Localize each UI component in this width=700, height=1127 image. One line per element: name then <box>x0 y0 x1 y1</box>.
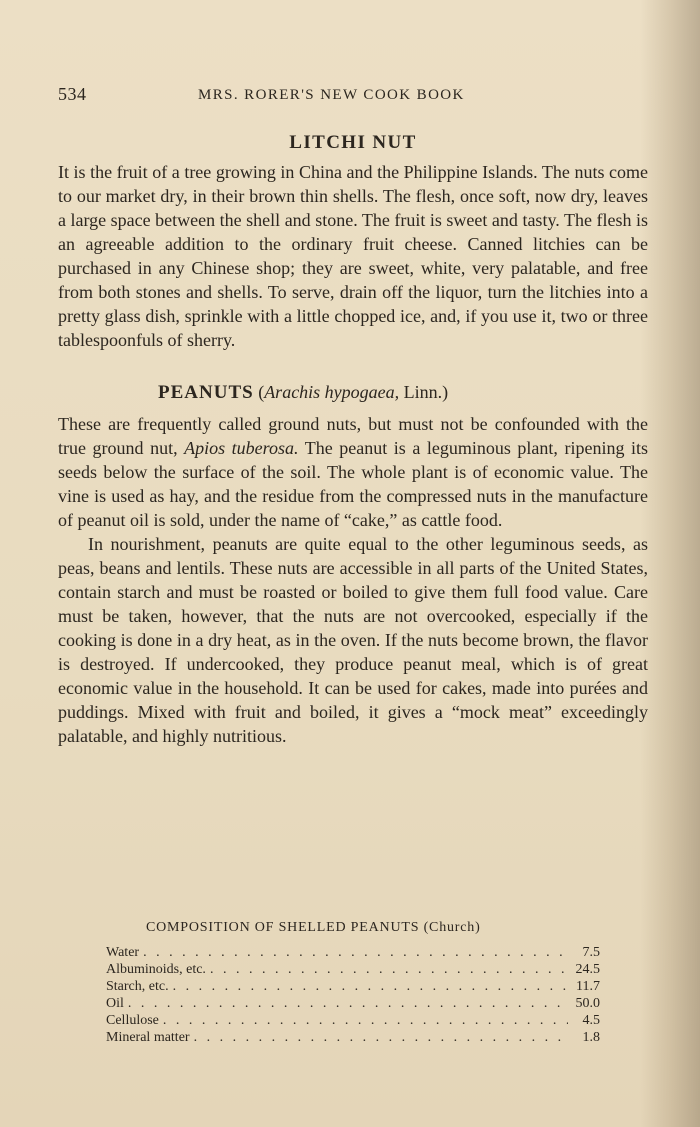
paragraph-peanuts-1 <box>58 412 648 532</box>
running-head: MRS. RORER'S NEW COOK BOOK <box>198 87 465 103</box>
table-row-label: Mineral matter <box>106 1030 190 1045</box>
section-title-peanuts-main: PEANUTS <box>158 382 254 403</box>
composition-table-rows <box>106 944 600 1046</box>
dot-leader <box>163 1012 568 1029</box>
table-row-value: 50.0 <box>575 996 600 1011</box>
table-row-label: Albuminoids, etc. <box>106 962 206 977</box>
table-row-label: Cellulose <box>106 1013 159 1028</box>
page-content <box>58 132 648 748</box>
paragraph-peanuts-2: In nourishment, peanuts are quite equal to the other leguminous seeds, as peas, beans and lentils. These nuts are accessible in all parts of the United States, contain starch and must be roasted or boiled to give them full food value. Care must be taken, however, that the nuts are not overcooked, especially if the cooking is done in a dry heat, as in the oven. If the nuts become brown, the flavor is destroyed. If undercooked, they produce peanut meal, which is of great economic value in the household. It can be used for cakes, made into purées and puddings. Mixed with fruit and boiled, it gives a “mock meat” exceedingly palatable, and highly nutritious. <box>58 534 648 746</box>
paragraph-litchi: It is the fruit of a tree growing in China and the Philippine Islands. The nuts come to our market dry, in their brown thin shells. The flesh, once soft, now dry, leaves a large space between the shell and stone. The fruit is sweet and tasty. The flesh is an agreeable addition to the ordinary fruit cheese. Canned litchies can be purchased in any Chinese shop; they are sweet, white, very palatable, and free from both stones and shells. To serve, drain off the liquor, turn the litchies into a pretty glass dish, sprinkle with a little chopped ice, and, if you use it, two or three tablespoonfuls of sherry. <box>58 162 648 350</box>
table-row-value: 7.5 <box>582 945 600 960</box>
table-row <box>106 944 600 961</box>
table-row <box>106 1012 600 1029</box>
paragraph-peanuts-1-start: These are frequently called ground nuts, but must not be confounded with the true ground nut, <box>58 414 648 458</box>
paragraph-peanuts-1-end: The peanut is a leguminous plant, ripening its seeds below the surface of the soil. The whole plant is of economic value. The vine is used as hay, and the residue from the compressed nuts in the manufacture of peanut oil is sold, under the name of “cake,” as cattle food. <box>58 438 648 530</box>
table-row-label: Oil <box>106 996 124 1011</box>
section-title-latin-italic: Arachis hypogaea, <box>264 382 400 402</box>
table-row <box>106 995 600 1012</box>
table-row-value: 4.5 <box>582 1013 600 1028</box>
table-row <box>106 1029 600 1046</box>
dot-leader <box>128 995 568 1012</box>
dot-leader <box>210 961 568 978</box>
composition-table-caption: COMPOSITION OF SHELLED PEANUTS (Church) <box>146 920 481 935</box>
section-title-litchi-nut: LITCHI NUT <box>289 132 417 153</box>
dot-leader <box>143 944 568 961</box>
table-row-label: Starch, etc. <box>106 979 169 994</box>
table-row <box>106 978 600 995</box>
section-title-paren-open: ( <box>253 382 265 402</box>
dot-leader <box>194 1029 568 1046</box>
dot-leader <box>173 978 568 995</box>
table-row-value: 24.5 <box>575 962 600 977</box>
composition-table <box>106 920 600 1046</box>
section-title-latin-name <box>264 382 399 402</box>
page-number: 534 <box>58 84 87 104</box>
table-row <box>106 961 600 978</box>
section-title-peanuts <box>58 382 648 404</box>
table-row-value: 11.7 <box>576 979 600 994</box>
page-header <box>58 84 648 108</box>
paragraph-peanuts-1-italic: Apios tuberosa. <box>184 438 299 458</box>
section-title-paren-close: Linn.) <box>399 382 449 402</box>
table-row-value: 1.8 <box>582 1030 600 1045</box>
table-row-label: Water <box>106 945 140 960</box>
